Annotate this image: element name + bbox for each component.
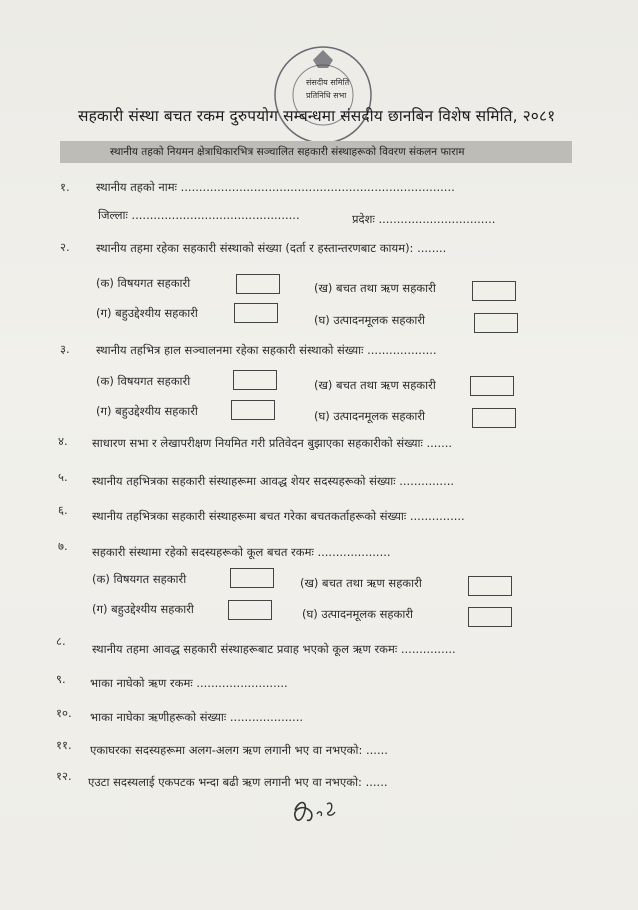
q2-text: स्थानीय तहमा रहेका सहकारी संस्थाको संख्या (दर्ता र हस्तान्तरणबाट कायम): ........ xyxy=(96,241,447,255)
q6-text: स्थानीय तहभित्रका सहकारी संस्थाहरूमा बचत गरेका बचतकर्ताहरूको संख्याः ............... xyxy=(92,509,465,523)
form-subtitle: स्थानीय तहको नियमन क्षेत्राधिकारभित्र सञ्चालित सहकारी संस्थाहरूको विवरण संकलन फाराम xyxy=(110,146,465,158)
q3-text: स्थानीय तहभित्र हाल सञ्चालनमा रहेका सहकारी संस्थाको संख्याः ................... xyxy=(96,343,437,357)
q3-box-ga[interactable] xyxy=(231,400,275,420)
q5-number: ५. xyxy=(58,470,68,484)
q3-cat-kha: (ख) बचत तथा ऋण सहकारी xyxy=(314,378,436,392)
q3-box-kha[interactable] xyxy=(470,376,514,396)
q4-number: ४. xyxy=(58,434,68,448)
q12-text: एउटा सदस्यलाई एकपटक भन्दा बढी ऋण लगानी भए वा नभएको: ...... xyxy=(88,775,388,789)
q2-box-kha[interactable] xyxy=(472,281,516,301)
q7-cat-a: (क) विषयगत सहकारी xyxy=(92,572,187,586)
q2-box-ga[interactable] xyxy=(234,303,278,323)
q1-district: जिल्लाः .............................................. xyxy=(98,208,300,222)
q8-text: स्थानीय तहमा आवद्ध सहकारी संस्थाहरूबाट प्रवाह भएको कूल ऋण रकमः ............... xyxy=(92,642,456,656)
q2-number: २. xyxy=(60,240,70,254)
form-title: सहकारी संस्था बचत रकम दुरुपयोग सम्बन्धमा संसदीय छानबिन विशेष समिति, २०८१ xyxy=(78,107,556,125)
q7-box-gha[interactable] xyxy=(468,607,512,627)
q3-cat-ga: (ग) बहुउद्देश्यीय सहकारी xyxy=(96,404,198,418)
q5-text: स्थानीय तहभित्रका सहकारी संस्थाहरूमा आवद्ध शेयर सदस्यहरूको संख्याः ............... xyxy=(92,474,455,488)
q3-cat-a: (क) विषयगत सहकारी xyxy=(96,374,191,388)
q1-province: प्रदेशः ................................ xyxy=(352,212,496,226)
q7-box-ga[interactable] xyxy=(228,600,272,620)
q7-box-a[interactable] xyxy=(230,568,274,588)
q3-box-gha[interactable] xyxy=(472,408,516,428)
q2-cat-kha: (ख) बचत तथा ऋण सहकारी xyxy=(314,281,436,295)
q2-box-gha[interactable] xyxy=(474,313,518,333)
q12-number: १२. xyxy=(56,769,72,783)
q1-text: स्थानीय तहको नामः ........................................................................... xyxy=(96,180,455,194)
q11-text: एकाघरका सदस्यहरूमा अलग-अलग ऋण लगानी भए वा नभएको: ...... xyxy=(90,743,388,757)
signature xyxy=(285,790,355,830)
committee-seal xyxy=(268,40,378,150)
q10-number: १०. xyxy=(56,706,72,720)
q8-number: ८. xyxy=(56,634,66,648)
q11-number: ११. xyxy=(56,738,72,752)
q2-cat-a: (क) विषयगत सहकारी xyxy=(96,276,191,290)
q7-cat-ga: (ग) बहुउद्देश्यीय सहकारी xyxy=(92,602,194,616)
q1-number: १. xyxy=(60,180,70,194)
q4-text: साधारण सभा र लेखापरीक्षण नियमित गरी प्रतिवेदन बुझाएका सहकारीको संख्याः ....... xyxy=(92,436,453,450)
q9-number: ९. xyxy=(56,672,66,686)
seal-line1: संसदीय समिति xyxy=(306,78,350,87)
q7-number: ७. xyxy=(58,539,68,553)
seal-line2: प्रतिनिधि सभा xyxy=(306,91,347,100)
q9-text: भाका नाघेको ऋण रकमः ......................... xyxy=(90,676,288,690)
q7-text: सहकारी संस्थामा रहेको सदस्यहरूको कूल बचत रकमः .................... xyxy=(92,545,391,559)
q10-text: भाका नाघेका ऋणीहरूको संख्याः .................... xyxy=(90,710,304,724)
q2-box-a[interactable] xyxy=(236,274,280,294)
q2-cat-gha: (घ) उत्पादनमूलक सहकारी xyxy=(314,313,426,327)
q6-number: ६. xyxy=(58,503,68,517)
q3-cat-gha: (घ) उत्पादनमूलक सहकारी xyxy=(314,409,426,423)
q7-cat-kha: (ख) बचत तथा ऋण सहकारी xyxy=(300,576,422,590)
q7-cat-gha: (घ) उत्पादनमूलक सहकारी xyxy=(302,607,414,621)
q7-box-kha[interactable] xyxy=(468,576,512,596)
q2-cat-ga: (ग) बहुउद्देश्यीय सहकारी xyxy=(96,306,198,320)
q3-number: ३. xyxy=(60,342,70,356)
q3-box-a[interactable] xyxy=(233,370,277,390)
